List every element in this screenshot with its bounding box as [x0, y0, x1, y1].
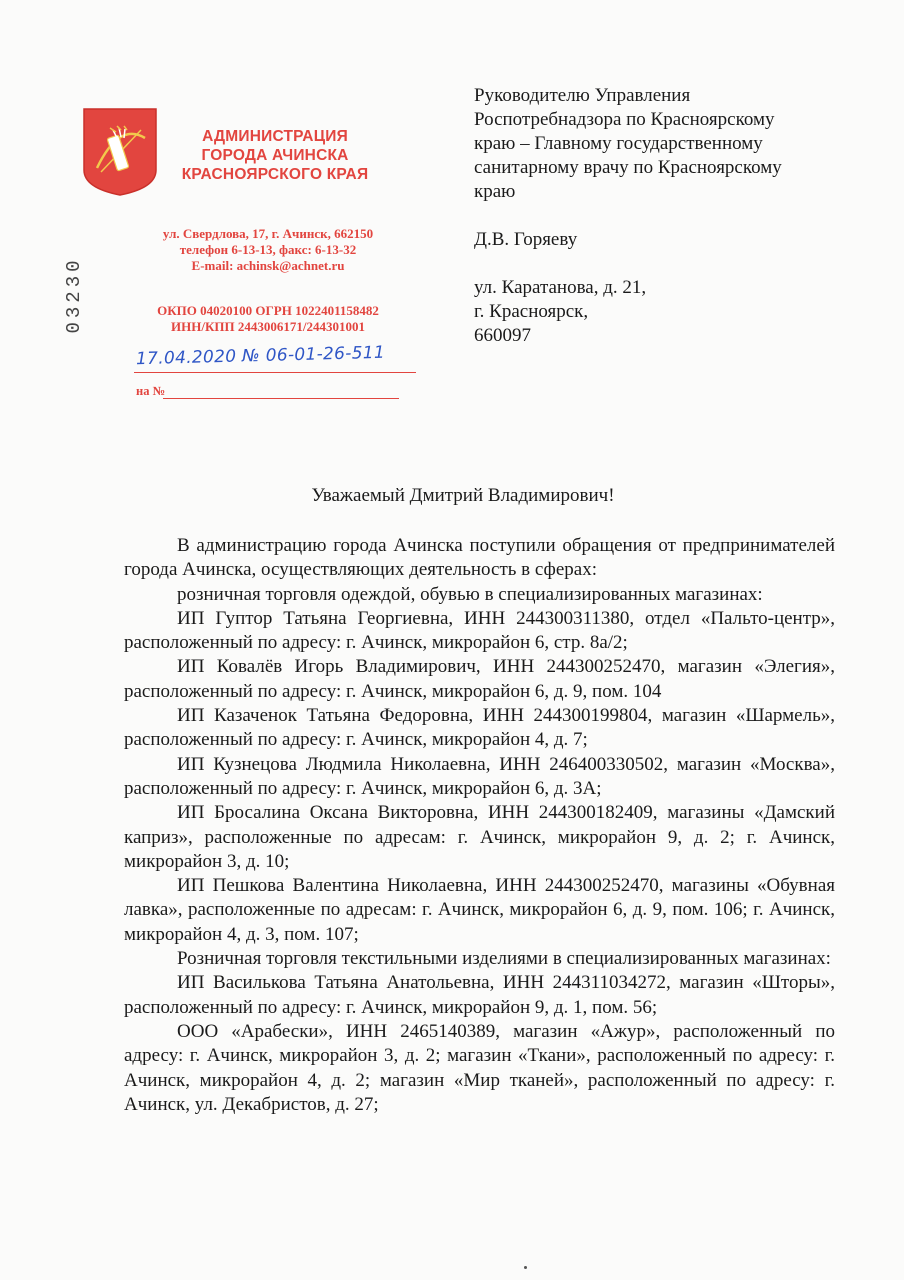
salutation: Уважаемый Дмитрий Владимирович! — [311, 485, 615, 506]
coat-of-arms-emblem — [83, 108, 157, 196]
body-paragraph: ИП Ковалёв Игорь Владимирович, ИНН 244300252470, магазин «Элегия», расположенный по адресу: г. Ачинск, микрорайон 6, д. 9, пом. 104 — [124, 656, 835, 702]
body-paragraph: В администрацию города Ачинска поступили обращения от предпринимателей города Ачинска, осуществляющих деятельность в сферах: — [124, 535, 835, 581]
body-paragraph: Розничная торговля текстильными изделиями в специализированных магазинах: — [177, 948, 831, 970]
org-phone: телефон 6-13-13, факс: 6-13-32 — [179, 242, 357, 257]
org-codes-line-2: ИНН/КПП 2443006171/244301001 — [171, 319, 365, 334]
registration-number: 03230 — [63, 256, 85, 334]
body-paragraph: ИП Кузнецова Людмила Николаевна, ИНН 246400330502, магазин «Москва», расположенный по адресу: г. Ачинск, микрорайон 6, д. 3А; — [124, 753, 835, 799]
addressee-name: Д.В. Горяеву — [474, 229, 578, 250]
body-paragraph: ООО «Арабески», ИНН 2465140389, магазин «Ажур», расположенный по адресу: г. Ачинск, микрорайон 3, д. 2; магазин «Ткани», расположенный по адресу: г. Ачинск, микрорайон 4, д. 2; магазин «Мир тканей», расположенный по адресу: г. Ачинск, ул. Декабристов, д. 27; — [124, 1020, 835, 1115]
addressee-address-line: г. Красноярск, — [474, 301, 589, 322]
body-paragraph: ИП Пешкова Валентина Николаевна, ИНН 244300252470, магазины «Обувная лавка», расположенные по адресам: г. Ачинск, микрорайон 6, д. 9, пом. 106; г. Ачинск, микрорайон 4, д. 3, пом. 107; — [124, 875, 835, 945]
addressee-line: краю — [474, 181, 516, 202]
org-email: E-mail: achinsk@achnet.ru — [191, 258, 345, 273]
body-paragraph: ИП Казаченок Татьяна Федоровна, ИНН 244300199804, магазин «Шармель», расположенный по адресу: г. Ачинск, микрорайон 4, д. 7; — [124, 705, 835, 751]
reply-reference-label: на № — [136, 384, 166, 398]
letter-body — [124, 534, 835, 1117]
addressee-line: Роспотребнадзора по Красноярскому — [474, 109, 775, 130]
addressee-line: краю – Главному государственному — [474, 133, 763, 154]
addressee-address-line: ул. Каратанова, д. 21, — [474, 277, 647, 298]
addressee-line: Руководителю Управления — [474, 85, 691, 106]
body-paragraph: розничная торговля одеждой, обувью в специализированных магазинах: — [177, 583, 763, 605]
addressee-block — [474, 84, 844, 348]
org-name-line-2: ГОРОДА АЧИНСКА — [201, 147, 349, 164]
org-address: ул. Свердлова, 17, г. Ачинск, 662150 — [162, 226, 374, 241]
reply-reference-line — [163, 398, 399, 399]
outgoing-reference: 17.04.2020 № 06-01-26-511 — [135, 342, 386, 370]
org-name-line-3: КРАСНОЯРСКОГО КРАЯ — [181, 166, 369, 183]
organization-contacts — [118, 226, 418, 274]
registration-number-stamp — [54, 250, 94, 340]
organization-name — [160, 127, 390, 184]
org-name-line-1: АДМИНИСТРАЦИЯ — [202, 128, 348, 145]
organization-codes — [118, 303, 418, 335]
org-codes-line-1: ОКПО 04020100 ОГРН 1022401158482 — [157, 303, 379, 318]
addressee-address-line: 660097 — [474, 325, 531, 346]
addressee-line: санитарному врачу по Красноярскому — [474, 157, 782, 178]
reference-underline — [134, 372, 416, 373]
body-paragraph: ИП Гуптор Татьяна Георгиевна, ИНН 244300311380, отдел «Пальто-центр», расположенный по адресу: г. Ачинск, микрорайон 6, стр. 8а/2; — [124, 607, 835, 654]
body-paragraph: ИП Бросалина Оксана Викторовна, ИНН 244300182409, магазины «Дамский каприз», расположенные по адресам: г. Ачинск, микрорайон 9, д. 2; г. Ачинск, микрорайон 3, д. 10; — [124, 802, 835, 872]
body-paragraph: ИП Василькова Татьяна Анатольевна, ИНН 244311034272, магазин «Шторы», расположенный по адресу: г. Ачинск, микрорайон 9, д. 1, пом. 56; — [124, 972, 835, 1018]
scan-artifact-dot — [524, 1266, 527, 1269]
